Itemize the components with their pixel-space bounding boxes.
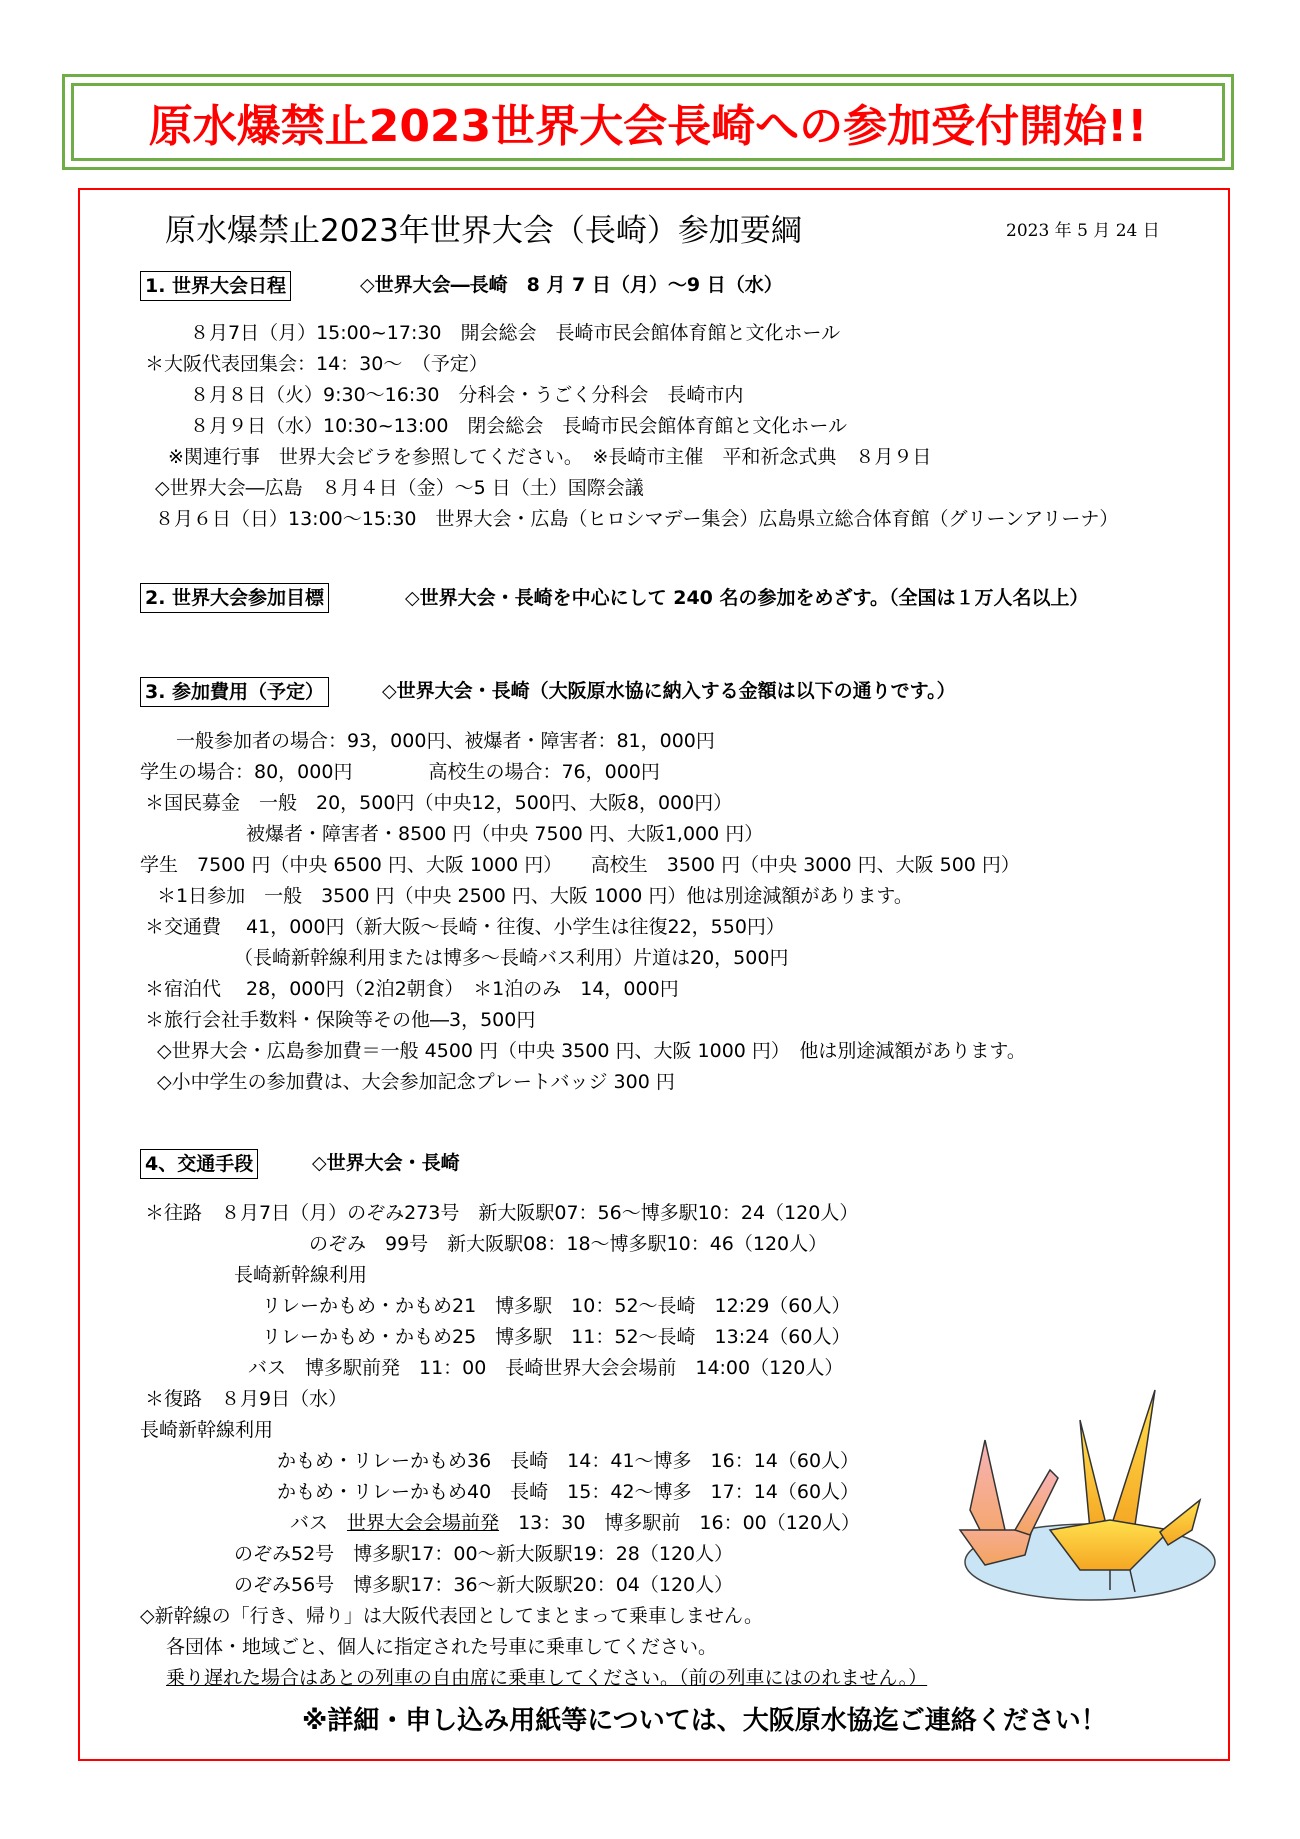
- cost-line: 学生 7500 円（中央 6500 円、大阪 1000 円） 高校生 3500 円（中央 3000 円、大阪 500 円）: [140, 854, 1020, 876]
- schedule-line: ８月８日（火）9:30～16:30 分科会・うごく分科会 長崎市内: [190, 384, 744, 406]
- bus-label: バス: [290, 1512, 329, 1534]
- transport-line: かもめ・リレーかもめ36 長崎 14：41～博多 16：14（60人）: [277, 1450, 860, 1472]
- transport-line: リレーかもめ・かもめ25 博多駅 11：52～長崎 13:24（60人）: [262, 1326, 851, 1348]
- cost-line: ＊宿泊代 28，000円（2泊2朝食） ＊1泊のみ 14，000円: [145, 978, 679, 1000]
- cost-line: ◇世界大会・広島参加費＝一般 4500 円（中央 3500 円、大阪 1000 円） 他は別途減額があります。: [157, 1040, 1026, 1062]
- bus-departure-label: 世界大会会場前発: [347, 1512, 500, 1534]
- transport-line: 長崎新幹線利用: [140, 1419, 274, 1441]
- section-3-subheading: ◇世界大会・長崎（大阪原水協に納入する金額は以下の通りです。）: [382, 680, 956, 702]
- cost-line: 一般参加者の場合：93，000円、被爆者・障害者：81，000円: [176, 730, 715, 752]
- schedule-line: ※関連行事 世界大会ビラを参照してください。 ※長崎市主催 平和祈念式典 ８月９日: [168, 446, 932, 468]
- section-1-heading: 1. 世界大会日程: [140, 271, 291, 301]
- transport-line: 長崎新幹線利用: [234, 1264, 368, 1286]
- cost-line: 被爆者・障害者・8500 円（中央 7500 円、大阪1,000 円）: [246, 823, 764, 845]
- transport-line: かもめ・リレーかもめ40 長崎 15：42～博多 17：14（60人）: [277, 1481, 860, 1503]
- yellow-crane-tail: [1160, 1500, 1200, 1545]
- yellow-crane-wing-left: [1080, 1420, 1105, 1530]
- banner-title: 原水爆禁止2023世界大会長崎への参加受付開始!!: [148, 101, 1148, 152]
- transport-line: のぞみ52号 博多駅17：00～新大阪駅19：28（120人）: [234, 1543, 734, 1565]
- transport-line: のぞみ 99号 新大阪駅08：18～博多駅10：46（120人）: [309, 1233, 828, 1255]
- cost-line: ＊交通費 41，000円（新大阪～長崎・往復、小学生は往復22，550円）: [145, 916, 785, 938]
- transport-line: リレーかもめ・かもめ21 博多駅 10：52～長崎 12:29（60人）: [262, 1295, 851, 1317]
- cost-line: 学生の場合：80，000円 高校生の場合：76，000円: [140, 761, 660, 783]
- notice-line: ◇新幹線の「行き、帰り」は大阪代表団としてまとまって乗車しません。: [140, 1605, 763, 1627]
- cost-line: ＊旅行会社手数料・保険等その他―3，500円: [145, 1009, 536, 1031]
- cost-line: ◇小中学生の参加費は、大会参加記念プレートバッジ 300 円: [157, 1071, 675, 1093]
- bus-times: 13：30 博多駅前 16：00（120人）: [518, 1512, 861, 1534]
- transport-line: のぞみ56号 博多駅17：36～新大阪駅20：04（120人）: [234, 1574, 734, 1596]
- schedule-line: ８月7日（月）15:00~17:30 開会総会 長崎市民会館体育館と文化ホール: [190, 322, 841, 344]
- schedule-line: ◇世界大会―広島 ８月４日（金）～5 日（土）国際会議: [155, 477, 644, 499]
- section-4-subheading: ◇世界大会・長崎: [312, 1152, 460, 1174]
- document-title: 原水爆禁止2023年世界大会（長崎）参加要綱: [165, 213, 802, 249]
- transport-line: [290, 1511, 860, 1535]
- transport-line: ＊往路 ８月7日（月）のぞみ273号 新大阪駅07：56～博多駅10：24（120人）: [145, 1202, 859, 1224]
- closing-notice: ※詳細・申し込み用紙等については、大阪原水協迄ご連絡ください！: [302, 1706, 1107, 1736]
- notice-line: 各団体・地域ごと、個人に指定された号車に乗車してください。: [166, 1636, 718, 1658]
- section-2-heading: 2. 世界大会参加目標: [140, 583, 329, 613]
- section-2-subheading: ◇世界大会・長崎を中心にして 240 名の参加をめざす。（全国は１万人名以上）: [405, 587, 1089, 609]
- title-banner: [62, 74, 1234, 170]
- cost-line: （長崎新幹線利用または博多～長崎バス利用）片道は20，500円: [234, 947, 789, 969]
- schedule-line: ８月６日（日）13:00～15:30 世界大会・広島（ヒロシマデー集会）広島県立総合体育館（グリーンアリーナ）: [155, 508, 1119, 530]
- title-banner-inner: [71, 83, 1225, 161]
- cost-line: ＊1日参加 一般 3500 円（中央 2500 円、大阪 1000 円）他は別途減額があります。: [157, 885, 913, 907]
- section-4-heading: 4、交通手段: [140, 1149, 258, 1179]
- schedule-line: ＊大阪代表団集会：14：30～ （予定）: [145, 353, 488, 375]
- paper-crane-illustration: [930, 1380, 1230, 1610]
- transport-line: ＊復路 ８月9日（水）: [145, 1388, 348, 1410]
- transport-line: バス 博多駅前発 11：00 長崎世界大会会場前 14:00（120人）: [248, 1357, 844, 1379]
- schedule-line: ８月９日（水）10:30~13:00 閉会総会 長崎市民会館体育館と文化ホール: [190, 415, 848, 437]
- document-date: 2023 年 5 月 24 日: [1006, 221, 1160, 241]
- cost-line: ＊国民募金 一般 20，500円（中央12，500円、大阪8，000円）: [145, 792, 733, 814]
- yellow-crane-wing-right: [1110, 1390, 1155, 1530]
- section-1-subheading: ◇世界大会―長崎 8 月 7 日（月）～9 日（水）: [360, 274, 783, 296]
- section-3-heading: 3. 参加費用（予定）: [140, 677, 329, 707]
- notice-line-underlined: 乗り遅れた場合はあとの列車の自由席に乗車してください。（前の列車にはのれません。）: [166, 1667, 928, 1689]
